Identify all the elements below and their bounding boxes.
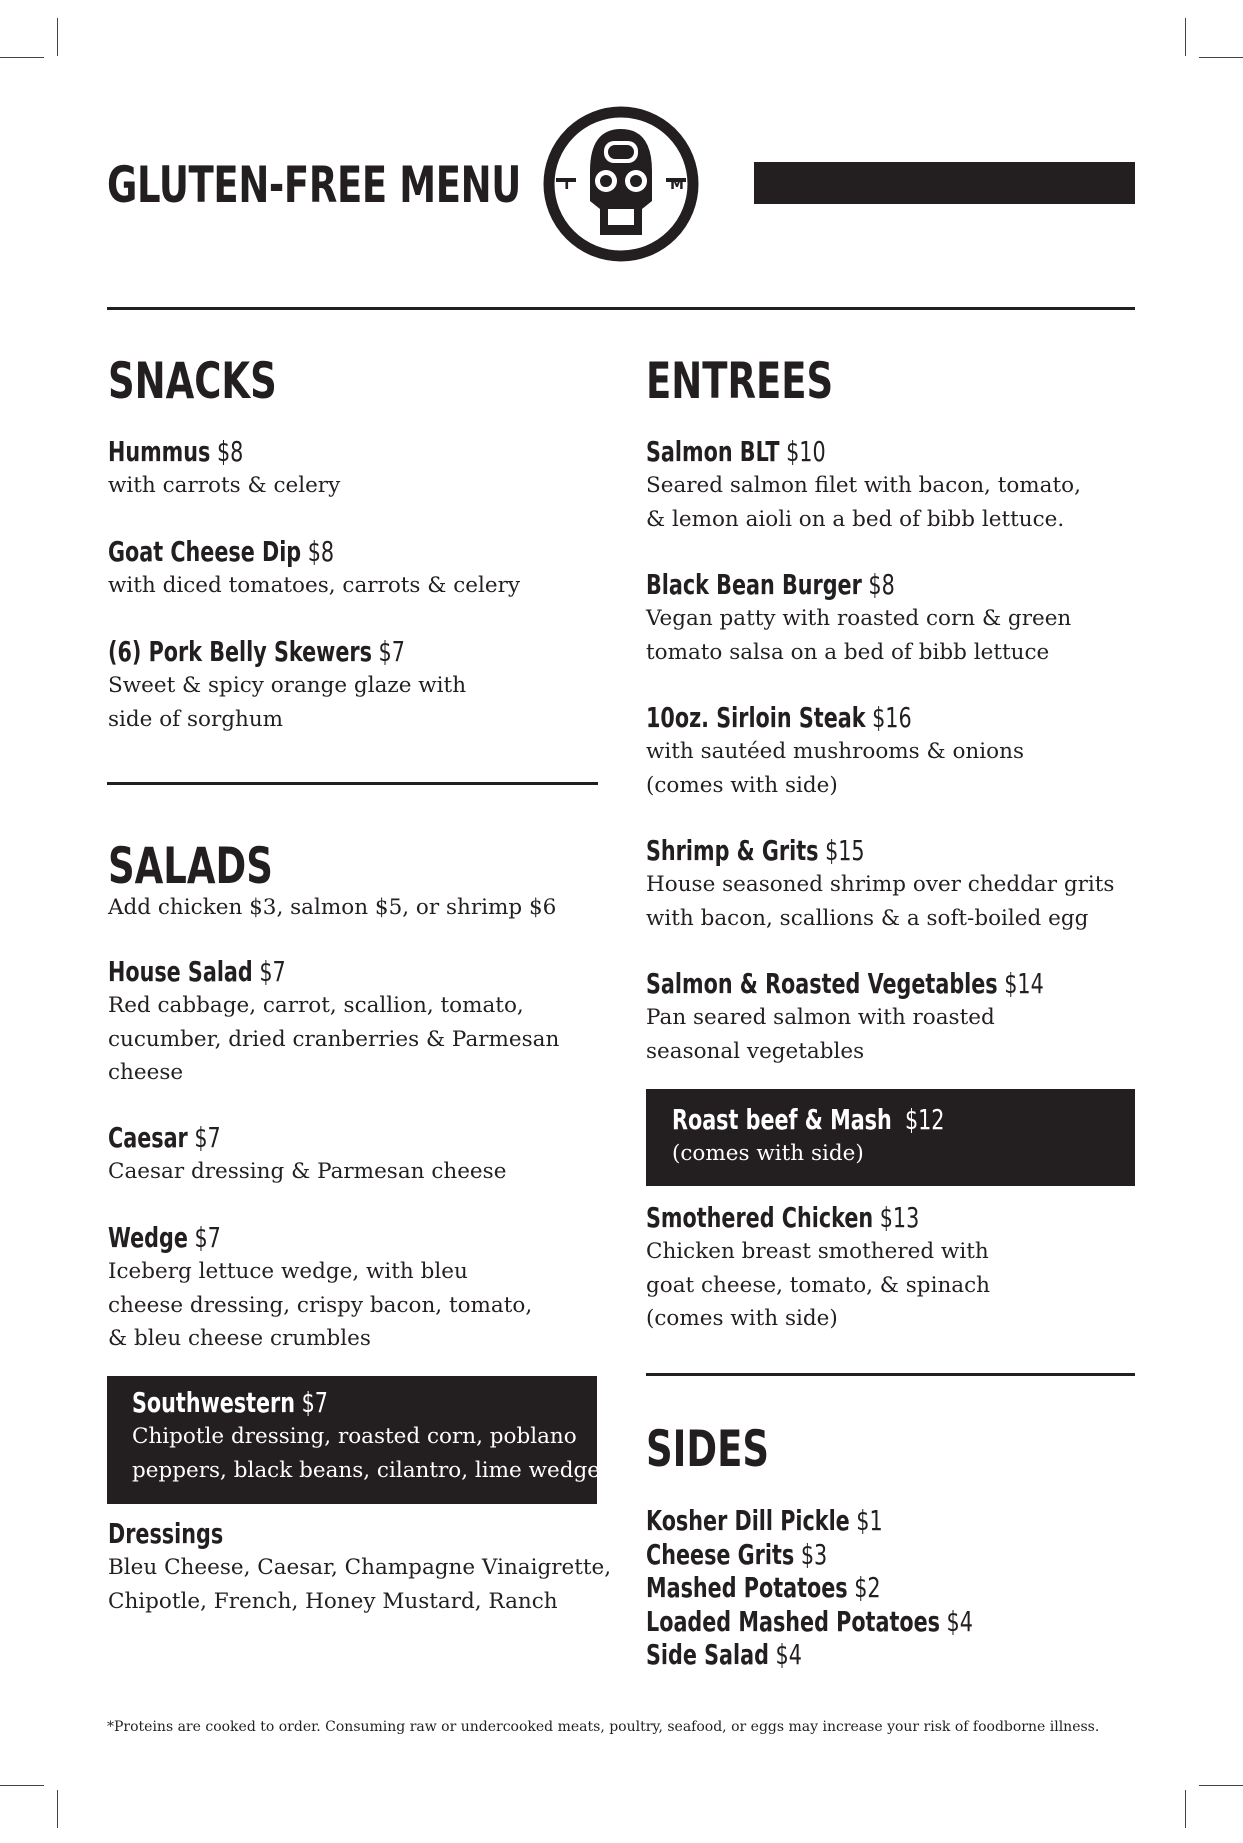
item-description: Caesar dressing & Parmesan cheese (108, 1159, 507, 1184)
side-price: $2 (854, 1571, 881, 1604)
side-name: Kosher Dill Pickle (646, 1504, 850, 1537)
crop-mark (0, 57, 44, 58)
snacks-section (108, 352, 336, 410)
side-name: Mashed Potatoes (646, 1571, 848, 1604)
item-description: cheese (108, 1060, 184, 1085)
menu-item (108, 535, 520, 603)
crop-mark (57, 18, 58, 56)
item-price: $13 (879, 1201, 920, 1234)
item-description: Red cabbage, carrot, scallion, tomato, (108, 993, 524, 1018)
sides-section (646, 1420, 812, 1478)
item-name: (6) Pork Belly Skewers (108, 635, 372, 668)
menu-item (646, 834, 1114, 935)
item-price: $7 (194, 1121, 221, 1154)
logo-letter-o: O (600, 176, 611, 190)
item-description: Chicken breast smothered with (646, 1239, 989, 1264)
logo-letter-m: M (670, 177, 684, 193)
side-price: $1 (856, 1504, 883, 1537)
item-price: $15 (825, 834, 865, 867)
item-description: (comes with side) (672, 1141, 864, 1166)
item-description: Seared salmon filet with bacon, tomato, (646, 473, 1081, 498)
page-title: GLUTEN-FREE MENU (107, 156, 521, 214)
menu-item (646, 435, 1081, 536)
item-description: with carrots & celery (108, 473, 341, 498)
item-description: with diced tomatoes, carrots & celery (108, 573, 521, 598)
item-description: & bleu cheese crumbles (108, 1326, 371, 1351)
menu-item-featured (132, 1386, 600, 1487)
item-description: seasonal vegetables (646, 1038, 865, 1064)
crop-mark (1185, 1790, 1186, 1828)
item-price: $14 (1004, 967, 1044, 1000)
menu-item (646, 1201, 1015, 1336)
menu-item (108, 635, 509, 736)
highlight-box (646, 1089, 1135, 1186)
footnote: *Proteins are cooked to order. Consuming raw or undercooked meats, poultry, seafood, or eggs may increase your risk of foodborne illness. (107, 1719, 1100, 1735)
item-price: $12 (904, 1103, 945, 1136)
logo-letter-o: O (630, 176, 641, 190)
item-description: (comes with side) (646, 772, 838, 798)
item-name: Roast beef & Mash (672, 1103, 892, 1136)
highlight-box (107, 1376, 600, 1504)
side-price: $4 (775, 1638, 802, 1671)
menu-item (646, 701, 1024, 802)
item-price: $7 (259, 955, 286, 988)
item-price: $8 (868, 568, 895, 601)
salads-title: SALADS (108, 837, 273, 895)
item-price: $7 (194, 1221, 221, 1254)
salads-section (108, 837, 331, 895)
item-name: House Salad (108, 955, 253, 988)
item-name: Southwestern (132, 1386, 296, 1419)
dressings (108, 1517, 611, 1618)
menu-item (108, 1121, 506, 1189)
item-price: $8 (216, 435, 244, 468)
item-description: side of sorghum (108, 706, 284, 732)
item-name: Smothered Chicken (646, 1201, 874, 1234)
entrees-section (646, 352, 899, 410)
item-name: Hummus (108, 435, 211, 468)
logo-letter-t: T (562, 177, 572, 193)
crop-mark (1199, 1785, 1243, 1786)
item-name: Salmon & Roasted Vegetables (646, 967, 998, 1000)
item-description: cheese dressing, crispy bacon, tomato, (108, 1292, 533, 1318)
item-price: $7 (301, 1386, 328, 1419)
item-name: Goat Cheese Dip (108, 535, 302, 568)
item-description: with bacon, scallions & a soft-boiled egg (646, 905, 1089, 931)
item-price: $16 (872, 701, 912, 734)
item-description: (comes with side) (646, 1306, 838, 1331)
side-name: Loaded Mashed Potatoes (646, 1604, 940, 1638)
item-description: House seasoned shrimp over cheddar grits (646, 872, 1115, 897)
item-description: Pan seared salmon with roasted (646, 1005, 995, 1030)
item-price: $7 (378, 635, 405, 668)
item-name: 10oz. Sirloin Steak (646, 701, 866, 734)
side-name: Side Salad (646, 1638, 769, 1671)
item-price: $8 (307, 535, 335, 568)
item-description: Sweet & spicy orange glaze with (108, 673, 467, 698)
item-description: Iceberg lettuce wedge, with bleu (108, 1259, 468, 1284)
item-description: peppers, black beans, cilantro, lime wedge (132, 1457, 600, 1483)
snacks-title: SNACKS (108, 352, 277, 410)
sides-list (646, 1504, 1088, 1672)
restaurant-logo (542, 105, 700, 263)
entrees-title: ENTREES (646, 352, 834, 410)
entrees-divider (646, 1373, 1135, 1376)
item-name: Wedge (108, 1221, 188, 1254)
item-description: tomato salsa on a bed of bibb lettuce (646, 639, 1050, 665)
crop-mark (1199, 57, 1243, 58)
item-price: $10 (786, 435, 826, 468)
crop-mark (1185, 18, 1186, 56)
dressings-list: Chipotle, French, Honey Mustard, Ranch (108, 1588, 558, 1614)
menu-item (646, 568, 1071, 669)
menu-item (646, 967, 1184, 1068)
item-name: Black Bean Burger (646, 568, 862, 601)
item-description: Vegan patty with roasted corn & green (646, 606, 1072, 631)
item-description: & lemon aioli on a bed of bibb lettuce. (646, 506, 1065, 532)
side-name: Cheese Grits (646, 1537, 795, 1571)
header-bar (754, 162, 1135, 204)
item-description: goat cheese, tomato, & spinach (646, 1272, 990, 1298)
side-price: $4 (946, 1604, 973, 1638)
side-price: $3 (800, 1537, 828, 1571)
item-description: Chipotle dressing, roasted corn, poblano (132, 1424, 577, 1449)
item-description: with sautéed mushrooms & onions (646, 739, 1024, 764)
snacks-divider (107, 782, 598, 785)
crop-mark (57, 1790, 58, 1828)
crop-mark (0, 1785, 44, 1786)
sides-title: SIDES (646, 1420, 770, 1478)
menu-item (108, 955, 559, 1090)
menu-item (108, 1221, 532, 1356)
item-name: Shrimp & Grits (646, 834, 819, 867)
menu-item (108, 435, 340, 503)
item-name: Salmon BLT (646, 435, 780, 468)
dressings-list: Bleu Cheese, Caesar, Champagne Vinaigrette, (108, 1555, 612, 1580)
header-divider (107, 307, 1135, 310)
item-name: Caesar (108, 1121, 188, 1154)
item-description: cucumber, dried cranberries & Parmesan (108, 1026, 560, 1052)
salads-subtitle: Add chicken $3, salmon $5, or shrimp $6 (108, 895, 557, 920)
menu-item-featured (672, 1103, 1040, 1171)
dressings-title: Dressings (108, 1517, 224, 1550)
